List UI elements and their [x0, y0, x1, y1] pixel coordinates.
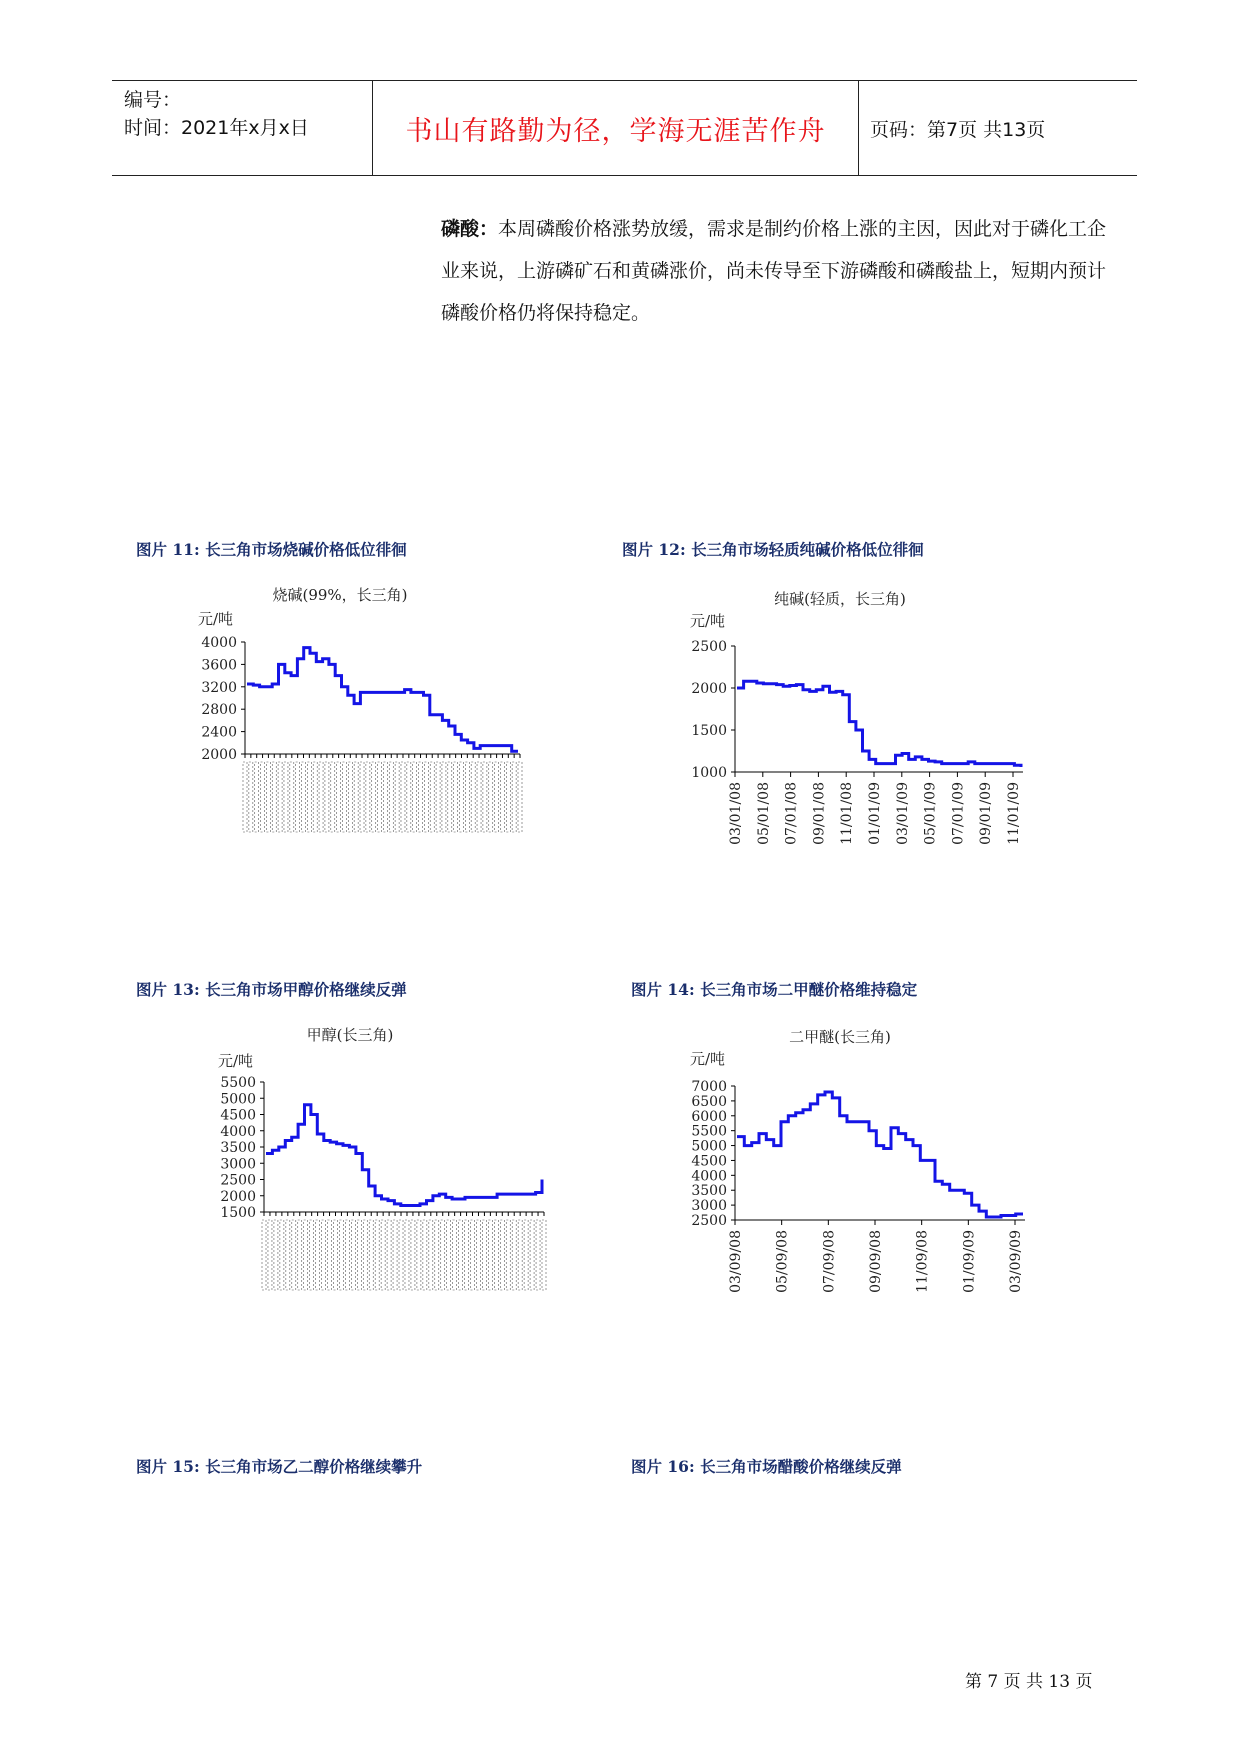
x-tick-label-glyphs: [304, 1220, 308, 1290]
x-tick-label-glyphs: [506, 762, 510, 832]
y-tick-label: 4500: [691, 1153, 727, 1170]
chart-methanol-svg: [200, 1022, 580, 1322]
x-tick-label-glyphs: [369, 1220, 373, 1290]
y-tick-label: 5000: [691, 1138, 727, 1155]
x-tick-label: 05/09/08: [774, 1230, 791, 1293]
y-tick-label: 1500: [220, 1205, 256, 1221]
x-tick-label-glyphs: [471, 1220, 475, 1290]
x-tick-label-glyphs: [310, 1220, 314, 1290]
chart-title: 烧碱(99%，长三角): [272, 586, 408, 604]
x-tick-label-glyphs: [500, 1220, 504, 1290]
x-tick-label: 07/01/09: [950, 782, 967, 845]
chart-title: 二甲醚(长三角): [789, 1028, 891, 1046]
caption-figure-14: 图片 14: 长三角市场二甲醚价格维持稳定: [631, 980, 918, 999]
x-tick-label-glyphs: [399, 1220, 403, 1290]
document-number-label: 编号：: [124, 89, 182, 111]
x-tick-label: 03/01/09: [894, 782, 911, 845]
caption-figure-15: 图片 15: 长三角市场乙二醇价格继续攀升: [136, 1457, 423, 1476]
x-tick-label-glyphs: [378, 762, 382, 832]
y-tick-label: 2400: [201, 724, 237, 741]
y-tick-label: 2500: [691, 639, 727, 655]
chart-dme-svg: [670, 1022, 1090, 1322]
x-tick-label-glyphs: [436, 762, 440, 832]
x-tick-label-glyphs: [401, 762, 405, 832]
x-tick-label-glyphs: [395, 762, 399, 832]
x-tick-label-glyphs: [512, 1220, 516, 1290]
x-tick-label-glyphs: [441, 1220, 445, 1290]
x-tick-label-glyphs: [266, 762, 270, 832]
x-tick-label-glyphs: [387, 1220, 391, 1290]
x-tick-label-glyphs: [302, 762, 306, 832]
x-tick-label-glyphs: [500, 762, 504, 832]
x-tick-label-glyphs: [375, 1220, 379, 1290]
caption-figure-11: 图片 11: 长三角市场烧碱价格低位徘徊: [136, 540, 407, 559]
x-tick-label-glyphs: [494, 1220, 498, 1290]
x-tick-label-glyphs: [430, 762, 434, 832]
y-tick-label: 7000: [691, 1079, 727, 1095]
x-tick-label-glyphs: [322, 1220, 326, 1290]
y-tick-label: 3500: [220, 1140, 256, 1156]
x-tick-label-glyphs: [518, 762, 522, 832]
caption-figure-13: 图片 13: 长三角市场甲醇价格继续反弹: [136, 980, 407, 999]
series-line: [737, 681, 1021, 767]
x-tick-label: 05/01/08: [755, 782, 772, 845]
x-tick-label-glyphs: [372, 762, 376, 832]
x-tick-label-glyphs: [284, 762, 288, 832]
page-footer: 第 7 页 共 13 页: [965, 1672, 1093, 1692]
x-tick-label-glyphs: [268, 1220, 272, 1290]
x-tick-label-glyphs: [495, 762, 499, 832]
x-tick-label: 05/01/09: [922, 782, 939, 845]
x-tick-label-glyphs: [348, 762, 352, 832]
x-tick-label: 11/01/09: [1006, 782, 1022, 845]
series-line: [247, 648, 518, 752]
x-tick-label-glyphs: [454, 762, 458, 832]
x-tick-label-glyphs: [482, 1220, 486, 1290]
y-tick-label: 2800: [201, 702, 237, 719]
x-tick-label-glyphs: [342, 762, 346, 832]
chart-methanol: [200, 1022, 580, 1326]
x-tick-label-glyphs: [345, 1220, 349, 1290]
y-tick-label: 2500: [220, 1172, 256, 1189]
y-tick-label: 3500: [691, 1183, 727, 1200]
x-tick-label-glyphs: [477, 762, 481, 832]
x-tick-label: 09/01/09: [978, 782, 995, 845]
x-tick-label-glyphs: [290, 762, 294, 832]
x-tick-label-glyphs: [424, 762, 428, 832]
x-tick-label: 07/01/08: [783, 782, 800, 845]
chart-unit-label: 元/吨: [690, 1050, 726, 1068]
header-page-cell: [858, 81, 1137, 175]
x-tick-label-glyphs: [286, 1220, 290, 1290]
x-tick-label: 03/01/08: [728, 782, 744, 845]
paragraph-label: 磷酸：: [441, 218, 499, 240]
x-tick-label: 09/01/08: [811, 782, 828, 845]
chart-caustic-soda-svg: [180, 580, 560, 860]
y-tick-label: 3000: [691, 1198, 727, 1215]
chart-title: 甲醇(长三角): [306, 1026, 394, 1044]
y-tick-label: 4000: [201, 635, 237, 651]
x-tick-label-glyphs: [383, 762, 387, 832]
x-tick-label-glyphs: [272, 762, 276, 832]
x-tick-label-glyphs: [389, 762, 393, 832]
chart-unit-label: 元/吨: [690, 612, 726, 630]
x-tick-label-glyphs: [262, 1220, 266, 1290]
header-left-cell: [112, 81, 372, 175]
x-tick-label-glyphs: [296, 762, 300, 832]
x-tick-label-glyphs: [465, 762, 469, 832]
x-tick-label-glyphs: [363, 1220, 367, 1290]
x-tick-label: 01/01/09: [867, 782, 883, 845]
x-tick-label-glyphs: [307, 762, 311, 832]
x-tick-label-glyphs: [243, 762, 247, 832]
y-tick-label: 3200: [201, 679, 237, 696]
y-tick-label: 6000: [691, 1108, 727, 1125]
x-tick-label-glyphs: [298, 1220, 302, 1290]
document-time-label: 时间：2021年x月x日: [124, 117, 309, 139]
x-tick-label-glyphs: [476, 1220, 480, 1290]
x-tick-label-glyphs: [280, 1220, 284, 1290]
x-tick-label-glyphs: [413, 762, 417, 832]
x-tick-label-glyphs: [459, 762, 463, 832]
y-tick-label: 1500: [691, 723, 727, 739]
x-tick-label-glyphs: [483, 762, 487, 832]
x-tick-label-glyphs: [419, 762, 423, 832]
y-tick-label: 5500: [220, 1075, 256, 1091]
x-tick-label-glyphs: [357, 1220, 361, 1290]
x-tick-label-glyphs: [331, 762, 335, 832]
y-tick-label: 3000: [220, 1156, 256, 1173]
x-tick-label: 09/09/08: [868, 1230, 884, 1293]
y-tick-label: 2000: [201, 747, 237, 763]
x-tick-label-glyphs: [471, 762, 475, 832]
x-tick-label-glyphs: [429, 1220, 433, 1290]
x-tick-label-glyphs: [316, 1220, 320, 1290]
x-tick-label-glyphs: [319, 762, 323, 832]
y-tick-label: 1000: [691, 765, 727, 781]
x-tick-label-glyphs: [274, 1220, 278, 1290]
x-tick-label-glyphs: [423, 1220, 427, 1290]
x-tick-label-glyphs: [447, 1220, 451, 1290]
header-motto-cell: [372, 81, 859, 175]
x-tick-label-glyphs: [453, 1220, 457, 1290]
phosphoric-acid-paragraph: [441, 208, 1121, 334]
y-tick-label: 4500: [220, 1107, 256, 1124]
x-tick-label-glyphs: [524, 1220, 528, 1290]
x-tick-label-glyphs: [393, 1220, 397, 1290]
document-header: [112, 80, 1137, 176]
x-tick-label-glyphs: [292, 1220, 296, 1290]
x-tick-label: 03/09/09: [1008, 1230, 1024, 1293]
x-tick-label-glyphs: [407, 762, 411, 832]
x-tick-label: 07/09/08: [821, 1230, 838, 1293]
caption-figure-12: 图片 12: 长三角市场轻质纯碱价格低位徘徊: [622, 540, 924, 559]
chart-title: 纯碱(轻质，长三角): [774, 590, 906, 608]
x-tick-label: 01/09/09: [961, 1230, 978, 1293]
series-line: [266, 1105, 542, 1206]
chart-unit-label: 元/吨: [218, 1052, 254, 1070]
x-tick-label-glyphs: [278, 762, 282, 832]
x-tick-label: 03/09/08: [728, 1230, 744, 1293]
x-tick-label-glyphs: [536, 1220, 540, 1290]
header-page-info: 页码：第7页 共13页: [870, 118, 1046, 141]
chart-caustic-soda: [180, 580, 560, 864]
y-tick-label: 5000: [220, 1091, 256, 1108]
y-tick-label: 2000: [691, 681, 727, 697]
chart-soda-ash-svg: [670, 580, 1090, 880]
x-tick-label-glyphs: [366, 762, 370, 832]
caption-figure-16: 图片 16: 长三角市场醋酸价格继续反弹: [631, 1457, 902, 1476]
y-tick-label: 3600: [201, 657, 237, 674]
x-tick-label-glyphs: [337, 762, 341, 832]
x-tick-label-glyphs: [518, 1220, 522, 1290]
x-tick-label-glyphs: [442, 762, 446, 832]
x-tick-label-glyphs: [417, 1220, 421, 1290]
y-tick-label: 4000: [691, 1168, 727, 1185]
x-tick-label-glyphs: [459, 1220, 463, 1290]
chart-soda-ash: [670, 580, 1090, 884]
x-tick-label-glyphs: [381, 1220, 385, 1290]
header-motto: 书山有路勤为径，学海无涯苦作舟: [405, 115, 826, 147]
y-tick-label: 5500: [691, 1123, 727, 1140]
paragraph-text: 本周磷酸价格涨势放缓，需求是制约价格上涨的主因，因此对于磷化工企业来说，上游磷矿石和黄磷涨价，尚未传导至下游磷酸和磷酸盐上，短期内预计磷酸价格仍将保持稳定。: [441, 218, 1107, 324]
x-tick-label-glyphs: [255, 762, 259, 832]
x-tick-label: 11/01/08: [839, 782, 856, 845]
y-tick-label: 2500: [691, 1213, 727, 1229]
x-tick-label-glyphs: [488, 1220, 492, 1290]
chart-dme: [670, 1022, 1090, 1326]
x-tick-label-glyphs: [405, 1220, 409, 1290]
y-tick-label: 4000: [220, 1123, 256, 1140]
x-tick-label-glyphs: [506, 1220, 510, 1290]
x-tick-label-glyphs: [542, 1220, 546, 1290]
series-line: [737, 1092, 1023, 1217]
x-tick-label-glyphs: [354, 762, 358, 832]
x-tick-label-glyphs: [339, 1220, 343, 1290]
x-tick-label-glyphs: [489, 762, 493, 832]
x-tick-label-glyphs: [313, 762, 317, 832]
x-tick-label-glyphs: [435, 1220, 439, 1290]
x-tick-label-glyphs: [351, 1220, 355, 1290]
x-tick-label-glyphs: [360, 762, 364, 832]
x-tick-label-glyphs: [512, 762, 516, 832]
x-tick-label-glyphs: [530, 1220, 534, 1290]
x-tick-label-glyphs: [465, 1220, 469, 1290]
x-tick-label-glyphs: [448, 762, 452, 832]
y-tick-label: 2000: [220, 1188, 256, 1205]
x-tick-label-glyphs: [261, 762, 265, 832]
y-tick-label: 6500: [691, 1093, 727, 1110]
x-tick-label: 11/09/08: [914, 1230, 931, 1293]
x-tick-label-glyphs: [328, 1220, 332, 1290]
x-tick-label-glyphs: [333, 1220, 337, 1290]
x-tick-label-glyphs: [325, 762, 329, 832]
x-tick-label-glyphs: [411, 1220, 415, 1290]
chart-unit-label: 元/吨: [198, 610, 234, 628]
x-tick-label-glyphs: [249, 762, 253, 832]
